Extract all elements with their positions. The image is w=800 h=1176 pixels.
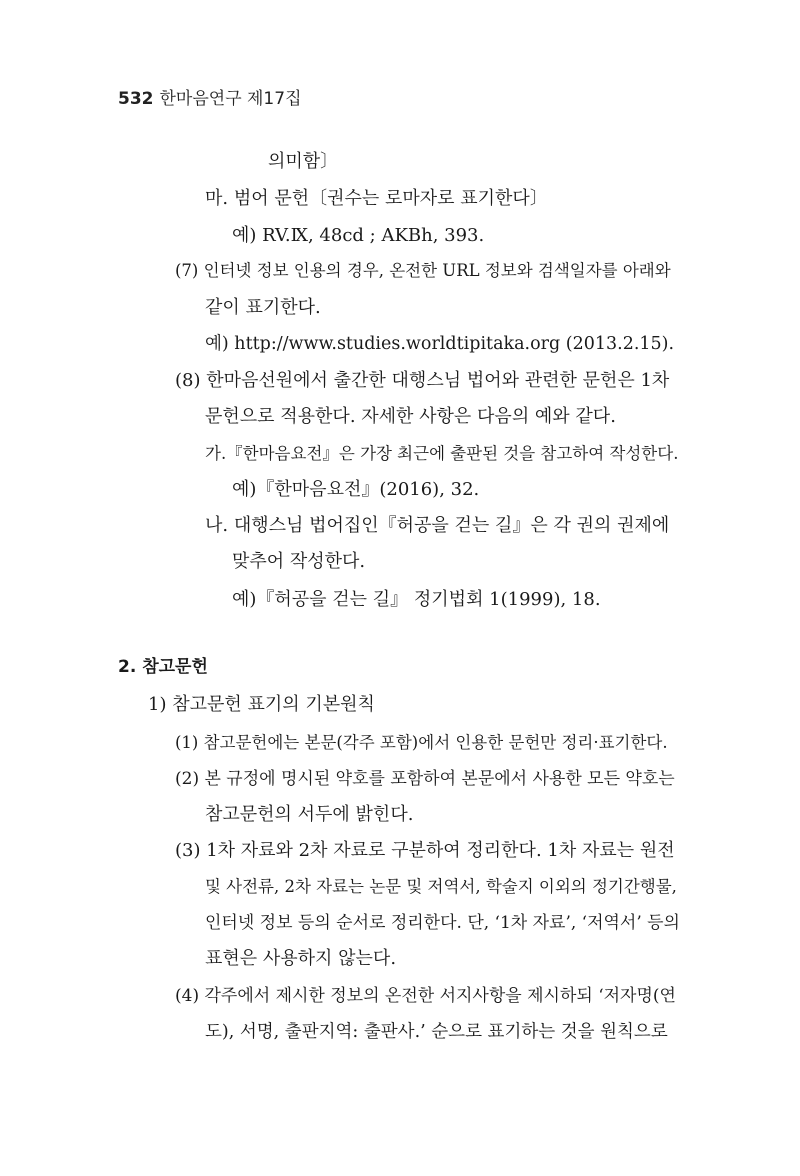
page-header [118,84,302,109]
text-line: (7) 인터넷 정보 인용의 경우, 온전한 URL 정보와 검색일자를 아래와 [175,261,671,280]
text-line: 표현은 사용하지 않는다. [205,948,397,969]
text-line: (2) 본 규정에 명시된 약호를 포함하여 본문에서 사용한 모든 약호는 [175,769,675,789]
text-line: 예)『허공을 걷는 길』 정기법회 1(1999), 18. [232,589,601,610]
text-line: 문헌으로 적용한다. 자세한 사항은 다음의 예와 같다. [205,406,616,427]
text-line: 예) http://www.studies.worldtipitaka.org (2013.2.15). [205,334,675,354]
text-line: 1) 참고문헌 표기의 기본원칙 [148,694,375,715]
text-line: (8) 한마음선원에서 출간한 대행스님 법어와 관련한 문헌은 1차 [175,370,670,391]
text-line: 예) RV.Ⅸ, 48cd ; AKBh, 393. [232,225,485,246]
text-line: 마. 범어 문헌〔권수는 로마자로 표기한다〕 [205,188,548,209]
text-line: 의미함〕 [268,151,339,172]
page-number: 532 [118,89,154,109]
text-line: (3) 1차 자료와 2차 자료로 구분하여 정리한다. 1차 자료는 원전 [175,840,675,861]
text-line: 도), 서명, 출판지역: 출판사.’ 순으로 표기하는 것을 원칙으로 [205,1022,668,1042]
text-line: (1) 참고문헌에는 본문(각주 포함)에서 인용한 문헌만 정리·표기한다. [175,733,668,752]
text-line: 맞추어 작성한다. [232,551,366,572]
text-line: 참고문헌의 서두에 밝힌다. [205,804,414,825]
journal-title: 한마음연구 제17집 [159,89,302,109]
text-line: 같이 표기한다. [205,297,321,318]
text-line: 및 사전류, 2차 자료는 논문 및 저역서, 학술지 이외의 정기간행물, [205,877,677,896]
text-line: 가.『한마음요전』은 가장 최근에 출판된 것을 참고하여 작성한다. [205,444,679,463]
text-line: (4) 각주에서 제시한 정보의 온전한 서지사항을 제시하되 ‘저자명(연 [175,986,676,1006]
text-line: 인터넷 정보 등의 순서로 정리한다. 단, ‘1차 자료’, ‘저역서’ 등의 [205,913,680,933]
text-line: 나. 대행스님 법어집인『허공을 걷는 길』은 각 권의 권제에 [205,515,670,536]
text-line: 예)『한마음요전』(2016), 32. [232,479,480,500]
section-heading: 2. 참고문헌 [118,657,208,677]
